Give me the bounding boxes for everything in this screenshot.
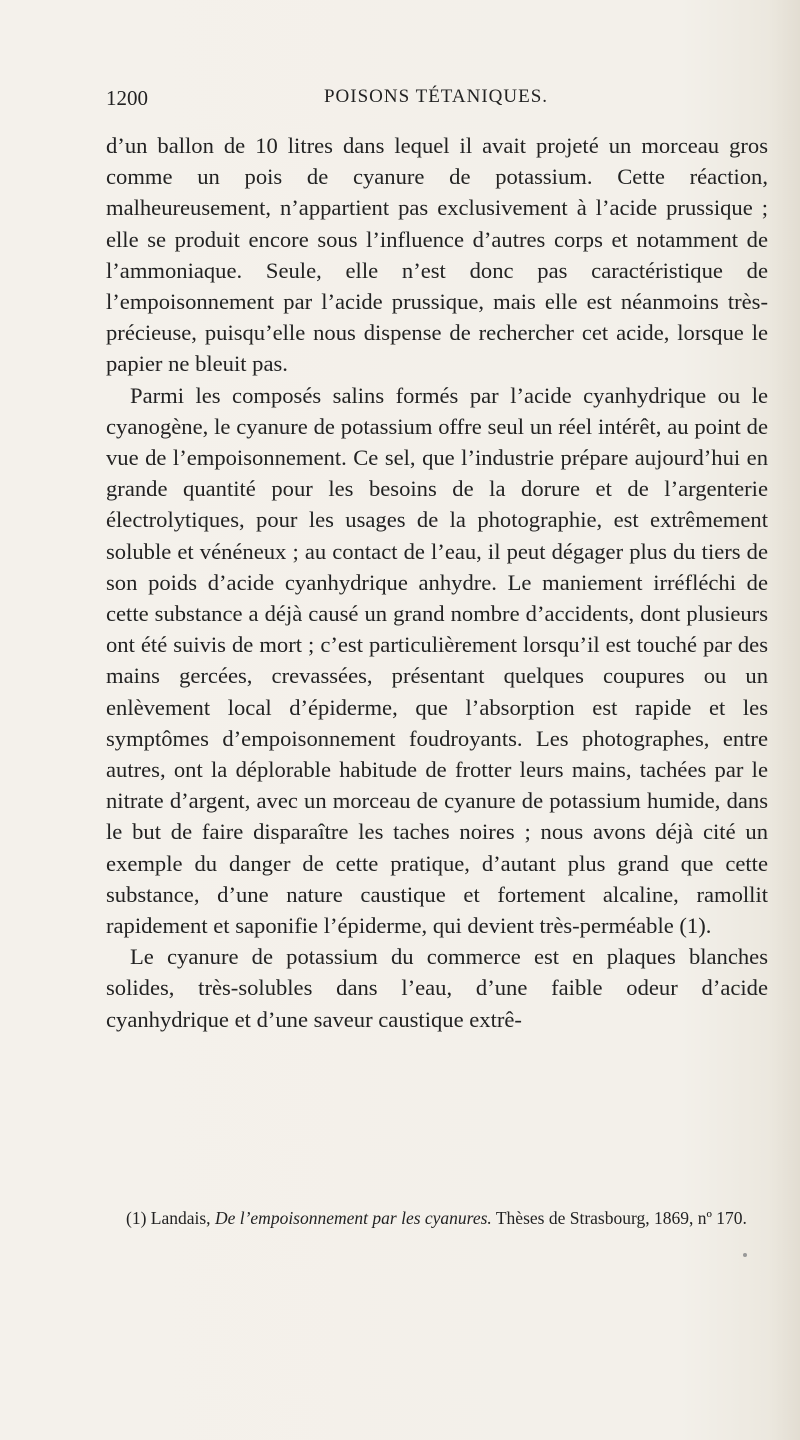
paper-speck	[743, 1253, 747, 1257]
footnote-rest: Thèses de Strasbourg, 1869, nº 170.	[495, 1208, 747, 1228]
footnote-marker: (1)	[126, 1208, 147, 1228]
footnote-author: Landais,	[150, 1208, 211, 1228]
body-text	[106, 130, 768, 1035]
running-title: POISONS TÉTANIQUES.	[323, 86, 549, 107]
paragraph-1: d’un ballon de 10 litres dans lequel il avait projeté un morceau gros comme un pois de cyanure de potassium. Cette réaction, malheureusement, n’appartient pas exclusivement à l’acide prussique ; elle se produit encore sous l’influence d’autres corps et notamment de l’ammoniaque. Seule, elle n’est donc pas caractéristique de l’empoisonnement par l’acide prussique, mais elle est néanmoins très-précieuse, puisqu’elle nous dispense de rechercher cet acide, lorsque le papier ne bleuit pas.	[106, 133, 768, 377]
paragraph-3: Le cyanure de potassium du commerce est en plaques blanches solides, très-solubles dans l’eau, d’une faible odeur d’acide cyanhydrique et d’une saveur caustique extrê-	[106, 944, 768, 1032]
page-number: 1200	[106, 86, 148, 110]
paragraph-2: Parmi les composés salins formés par l’acide cyanhydrique ou le cyanogène, le cyanure de potassium offre seul un réel intérêt, au point de vue de l’empoisonnement. Ce sel, que l’industrie prépare aujourd’hui en grande quantité pour les besoins de la dorure et de l’argenterie électrolytiques, pour les usages de la photographie, est extrêmement soluble et vénéneux ; au contact de l’eau, il peut dégager plus du tiers de son poids d’acide cyanhydrique anhydre. Le maniement irréfléchi de cette substance a déjà causé un grand nombre d’accidents, dont plusieurs ont été suivis de mort ; c’est particulièrement lorsqu’il est touché par des mains gercées, crevassées, présentant quelques coupures ou un enlèvement local d’épiderme, que l’absorption est rapide et les symptômes d’empoisonnement foudroyants. Les photographes, entre autres, ont la déplorable habitude de frotter leurs mains, tachées par le nitrate d’argent, avec un morceau de cyanure de potassium humide, dans le but de faire disparaître les taches noires ; nous avons déjà cité un exemple du danger de cette pratique, d’autant plus grand que cette substance, d’une nature caustique et fortement alcaline, ramollit rapidement et saponifie l’épiderme, qui devient très-perméable (1).	[106, 382, 768, 939]
footnote	[106, 1207, 768, 1230]
footnote-title: De l’empoisonnement par les cyanures.	[214, 1208, 492, 1228]
page-header	[106, 86, 766, 118]
